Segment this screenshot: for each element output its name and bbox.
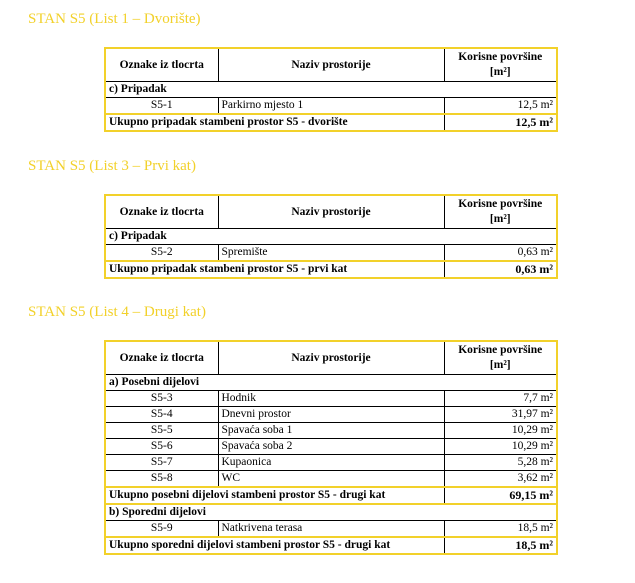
group-row bbox=[105, 229, 557, 245]
total-value: 12,5 m² bbox=[444, 114, 557, 131]
room-code: S5-6 bbox=[105, 439, 218, 455]
total-row bbox=[105, 114, 557, 131]
column-header-area: Korisne površine [m²] bbox=[444, 341, 557, 375]
room-code: S5-3 bbox=[105, 391, 218, 407]
table-row bbox=[105, 471, 557, 488]
total-label: Ukupno pripadak stambeni prostor S5 - dvorište bbox=[105, 114, 444, 131]
table-row bbox=[105, 407, 557, 423]
group-label: b) Sporedni dijelovi bbox=[105, 504, 557, 521]
total-row bbox=[105, 261, 557, 278]
room-area: 7,7 m² bbox=[444, 391, 557, 407]
area-table bbox=[104, 47, 558, 132]
table-row bbox=[105, 245, 557, 262]
room-name: Spavaća soba 1 bbox=[218, 423, 444, 439]
room-name: Kupaonica bbox=[218, 455, 444, 471]
table-row bbox=[105, 423, 557, 439]
table-row bbox=[105, 98, 557, 115]
room-code: S5-5 bbox=[105, 423, 218, 439]
section-title: STAN S5 (List 1 – Dvorište) bbox=[28, 11, 201, 27]
group-label: a) Posebni dijelovi bbox=[105, 375, 557, 391]
section-title: STAN S5 (List 4 – Drugi kat) bbox=[28, 304, 206, 320]
room-area: 12,5 m² bbox=[444, 98, 557, 115]
table-header bbox=[105, 341, 557, 375]
total-value: 18,5 m² bbox=[444, 537, 557, 554]
group-row bbox=[105, 504, 557, 521]
room-name: Hodnik bbox=[218, 391, 444, 407]
table-row bbox=[105, 455, 557, 471]
table-row bbox=[105, 521, 557, 538]
room-area: 0,63 m² bbox=[444, 245, 557, 262]
room-name: Natkrivena terasa bbox=[218, 521, 444, 538]
total-row bbox=[105, 537, 557, 554]
column-header-code: Oznake iz tlocrta bbox=[105, 195, 218, 229]
column-header-name: Naziv prostorije bbox=[218, 195, 444, 229]
room-code: S5-2 bbox=[105, 245, 218, 262]
room-area: 31,97 m² bbox=[444, 407, 557, 423]
table-row bbox=[105, 391, 557, 407]
section-title: STAN S5 (List 3 – Prvi kat) bbox=[28, 158, 196, 174]
table-header bbox=[105, 48, 557, 82]
room-code: S5-1 bbox=[105, 98, 218, 115]
group-row bbox=[105, 82, 557, 98]
room-area: 18,5 m² bbox=[444, 521, 557, 538]
room-name: Spavaća soba 2 bbox=[218, 439, 444, 455]
group-label: c) Pripadak bbox=[105, 229, 557, 245]
room-code: S5-8 bbox=[105, 471, 218, 488]
table-row bbox=[105, 439, 557, 455]
total-value: 69,15 m² bbox=[444, 487, 557, 504]
column-header-name: Naziv prostorije bbox=[218, 341, 444, 375]
room-area: 10,29 m² bbox=[444, 439, 557, 455]
group-label: c) Pripadak bbox=[105, 82, 557, 98]
column-header-name: Naziv prostorije bbox=[218, 48, 444, 82]
column-header-area: Korisne površine [m²] bbox=[444, 48, 557, 82]
total-label: Ukupno pripadak stambeni prostor S5 - prvi kat bbox=[105, 261, 444, 278]
column-header-code: Oznake iz tlocrta bbox=[105, 341, 218, 375]
room-code: S5-7 bbox=[105, 455, 218, 471]
room-area: 5,28 m² bbox=[444, 455, 557, 471]
room-name: WC bbox=[218, 471, 444, 488]
table-header bbox=[105, 195, 557, 229]
room-name: Spremište bbox=[218, 245, 444, 262]
column-header-area: Korisne površine [m²] bbox=[444, 195, 557, 229]
total-row bbox=[105, 487, 557, 504]
room-code: S5-4 bbox=[105, 407, 218, 423]
area-table bbox=[104, 194, 558, 279]
room-area: 3,62 m² bbox=[444, 471, 557, 488]
room-code: S5-9 bbox=[105, 521, 218, 538]
room-name: Parkirno mjesto 1 bbox=[218, 98, 444, 115]
total-value: 0,63 m² bbox=[444, 261, 557, 278]
group-row bbox=[105, 375, 557, 391]
room-name: Dnevni prostor bbox=[218, 407, 444, 423]
total-label: Ukupno sporedni dijelovi stambeni prostor S5 - drugi kat bbox=[105, 537, 444, 554]
area-table bbox=[104, 340, 558, 555]
column-header-code: Oznake iz tlocrta bbox=[105, 48, 218, 82]
room-area: 10,29 m² bbox=[444, 423, 557, 439]
total-label: Ukupno posebni dijelovi stambeni prostor S5 - drugi kat bbox=[105, 487, 444, 504]
